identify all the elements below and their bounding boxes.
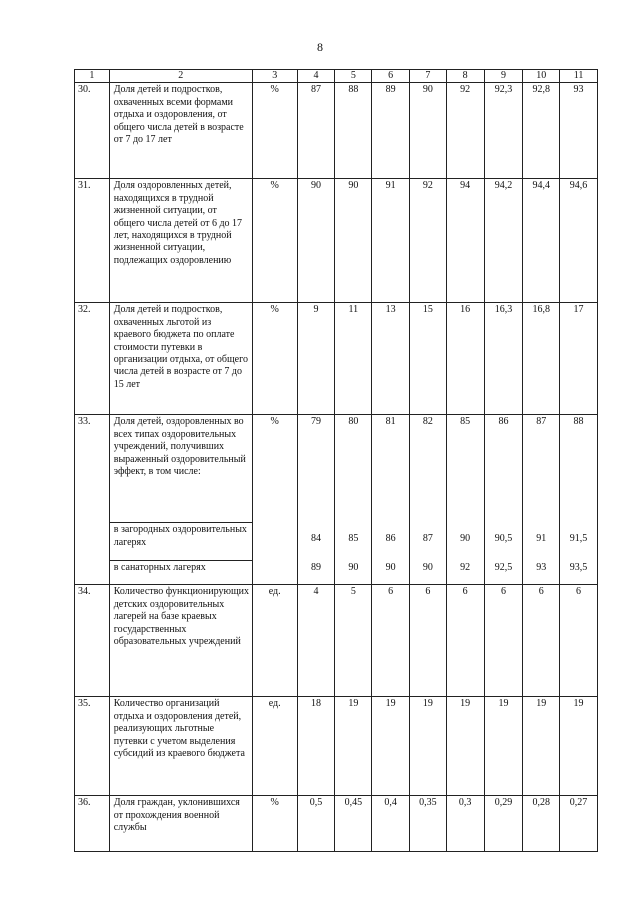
indicator-name: Доля граждан, уклонившихся от прохождения военной службы [109, 796, 252, 852]
value-cell: 87 [523, 415, 560, 523]
value-cell: 0,28 [523, 796, 560, 852]
header-cell: 1 [75, 70, 110, 83]
value-cell: 89 [297, 561, 335, 585]
value-cell: 92 [446, 83, 484, 179]
value-cell: 19 [523, 697, 560, 796]
value-cell: 91 [372, 179, 410, 303]
header-cell: 5 [335, 70, 372, 83]
value-cell: 94,4 [523, 179, 560, 303]
table-row [75, 415, 598, 523]
value-cell: 88 [335, 83, 372, 179]
value-cell: 86 [484, 415, 523, 523]
value-cell: 85 [335, 523, 372, 561]
unit-cell: % [252, 303, 297, 415]
unit-cell: % [252, 415, 297, 585]
value-cell: 84 [297, 523, 335, 561]
indicator-name: Доля детей и подростков, охваченных всеми формами отдыха и оздоровления, от общего числа детей в возрасте от 7 до 17 лет [109, 83, 252, 179]
value-cell: 89 [372, 83, 410, 179]
row-number: 30. [75, 83, 110, 179]
sub-indicator-name: в загородных оздоровительных лагерях [109, 523, 252, 561]
unit-cell: ед. [252, 697, 297, 796]
value-cell: 80 [335, 415, 372, 523]
value-cell: 92 [409, 179, 446, 303]
row-number: 34. [75, 585, 110, 697]
indicator-name: Доля оздоровленных детей, находящихся в трудной жизненной ситуации, от общего числа детей от 6 до 17 лет, находящихся в трудной жизненной ситуации, подлежащих оздоровлению [109, 179, 252, 303]
table-body [75, 70, 598, 852]
value-cell: 92 [446, 561, 484, 585]
value-cell: 90 [409, 561, 446, 585]
value-cell: 90 [297, 179, 335, 303]
value-cell: 90,5 [484, 523, 523, 561]
value-cell: 6 [523, 585, 560, 697]
indicator-name: Количество функционирующих детских оздоровительных лагерей на базе краевых государственных образовательных учреждений [109, 585, 252, 697]
value-cell: 91,5 [560, 523, 598, 561]
value-cell: 18 [297, 697, 335, 796]
value-cell: 90 [335, 179, 372, 303]
value-cell: 6 [409, 585, 446, 697]
unit-cell: % [252, 796, 297, 852]
value-cell: 15 [409, 303, 446, 415]
value-cell: 85 [446, 415, 484, 523]
value-cell: 17 [560, 303, 598, 415]
value-cell: 87 [297, 83, 335, 179]
value-cell: 0,27 [560, 796, 598, 852]
page-number: 8 [317, 40, 323, 54]
header-cell: 6 [372, 70, 410, 83]
value-cell: 19 [446, 697, 484, 796]
value-cell: 5 [335, 585, 372, 697]
value-cell: 90 [372, 561, 410, 585]
value-cell: 93 [560, 83, 598, 179]
header-cell: 9 [484, 70, 523, 83]
indicator-name: Доля детей и подростков, охваченных льготой из краевого бюджета по оплате стоимости путевки в организации отдыха, от общего числа детей в возрасте от 7 до 15 лет [109, 303, 252, 415]
value-cell: 9 [297, 303, 335, 415]
row-number: 32. [75, 303, 110, 415]
value-cell: 6 [560, 585, 598, 697]
value-cell: 19 [484, 697, 523, 796]
value-cell: 92,3 [484, 83, 523, 179]
value-cell: 92,8 [523, 83, 560, 179]
row-number: 33. [75, 415, 110, 585]
value-cell: 81 [372, 415, 410, 523]
value-cell: 16,8 [523, 303, 560, 415]
indicator-name: Количество организаций отдыха и оздоровления детей, реализующих льготные путевки с учетом выделения субсидий из краевого бюджета [109, 697, 252, 796]
value-cell: 0,45 [335, 796, 372, 852]
table-row [75, 179, 598, 303]
unit-cell: % [252, 83, 297, 179]
value-cell: 0,35 [409, 796, 446, 852]
value-cell: 87 [409, 523, 446, 561]
header-row [75, 70, 598, 83]
value-cell: 6 [372, 585, 410, 697]
header-cell: 4 [297, 70, 335, 83]
header-cell: 10 [523, 70, 560, 83]
row-number: 36. [75, 796, 110, 852]
value-cell: 82 [409, 415, 446, 523]
value-cell: 19 [560, 697, 598, 796]
unit-cell: % [252, 179, 297, 303]
value-cell: 88 [560, 415, 598, 523]
value-cell: 19 [372, 697, 410, 796]
table-row [75, 303, 598, 415]
value-cell: 90 [409, 83, 446, 179]
value-cell: 94,6 [560, 179, 598, 303]
table-row [75, 585, 598, 697]
value-cell: 13 [372, 303, 410, 415]
row-number: 35. [75, 697, 110, 796]
header-cell: 3 [252, 70, 297, 83]
value-cell: 90 [335, 561, 372, 585]
header-cell: 7 [409, 70, 446, 83]
header-cell: 11 [560, 70, 598, 83]
table-subrow [75, 523, 598, 561]
value-cell: 0,29 [484, 796, 523, 852]
value-cell: 6 [484, 585, 523, 697]
table-subrow [75, 561, 598, 585]
value-cell: 6 [446, 585, 484, 697]
table-row [75, 796, 598, 852]
value-cell: 93,5 [560, 561, 598, 585]
value-cell: 19 [335, 697, 372, 796]
indicator-name: Доля детей, оздоровленных во всех типах оздоровительных учреждений, получивших выраженный оздоровительный эффект, в том числе: [109, 415, 252, 523]
sub-indicator-name: в санаторных лагерях [109, 561, 252, 585]
value-cell: 79 [297, 415, 335, 523]
unit-cell: ед. [252, 585, 297, 697]
value-cell: 93 [523, 561, 560, 585]
value-cell: 4 [297, 585, 335, 697]
indicators-table [74, 69, 598, 852]
value-cell: 90 [446, 523, 484, 561]
value-cell: 19 [409, 697, 446, 796]
value-cell: 0,5 [297, 796, 335, 852]
value-cell: 16 [446, 303, 484, 415]
value-cell: 0,3 [446, 796, 484, 852]
value-cell: 94 [446, 179, 484, 303]
table-row [75, 83, 598, 179]
value-cell: 16,3 [484, 303, 523, 415]
value-cell: 0,4 [372, 796, 410, 852]
value-cell: 94,2 [484, 179, 523, 303]
header-cell: 2 [109, 70, 252, 83]
value-cell: 86 [372, 523, 410, 561]
value-cell: 11 [335, 303, 372, 415]
table-row [75, 697, 598, 796]
row-number: 31. [75, 179, 110, 303]
value-cell: 91 [523, 523, 560, 561]
value-cell: 92,5 [484, 561, 523, 585]
header-cell: 8 [446, 70, 484, 83]
